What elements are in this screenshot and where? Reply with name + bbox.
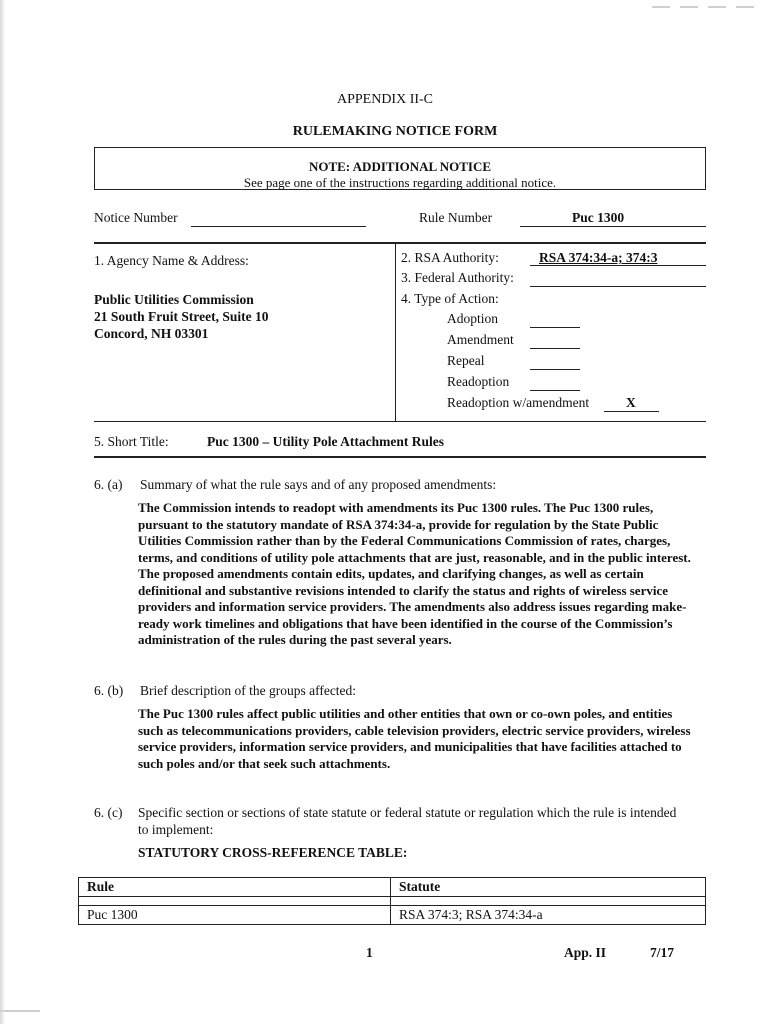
scan-edge [0, 0, 4, 1024]
footer-date: 7/17 [650, 945, 675, 960]
section-6b-answer: The Puc 1300 rules affect public utilities and other entities that own or co-own poles, and entities such as telecommunications providers, cable television providers, electric service providers, wireless service providers, information service providers, and municipalities that have facilities attached to such poles and/or that seek such attachments. [138, 706, 691, 771]
section-6a-question: Summary of what the rule says and of any proposed amendments: [140, 477, 497, 492]
note-text: See page one of the instructions regarding additional notice. [243, 175, 557, 190]
rule-number-value: Puc 1300 [572, 210, 625, 225]
table-cell-rule[interactable]: Puc 1300 [79, 906, 391, 925]
table-header-row [79, 878, 706, 897]
action-readoption-amendment-label: Readoption w/amendment [447, 395, 590, 410]
scan-artifact [0, 1010, 40, 1012]
section-6c-number: 6. (c) [94, 805, 123, 820]
action-amendment-label: Amendment [447, 332, 514, 347]
additional-notice-box [94, 147, 706, 190]
short-title-label: 5. Short Title: [94, 434, 169, 449]
section-divider [94, 242, 706, 244]
action-adoption-field[interactable] [530, 327, 580, 328]
notice-number-field[interactable] [191, 226, 366, 227]
page-number: 1 [366, 945, 373, 960]
agency-city: Concord, NH 03301 [94, 326, 209, 341]
cross-reference-table [78, 877, 706, 925]
rsa-authority-label: 2. RSA Authority: [401, 250, 499, 265]
action-repeal-label: Repeal [447, 353, 485, 368]
section-6c-question-line2: to implement: [138, 822, 214, 837]
action-readoption-label: Readoption [447, 374, 510, 389]
action-amendment-field[interactable] [530, 348, 580, 349]
section-6c-question-line1: Specific section or sections of state statute or federal statute or regulation which the rule is intended [138, 805, 677, 820]
federal-authority-label: 3. Federal Authority: [401, 270, 514, 285]
agency-label: 1. Agency Name & Address: [94, 253, 249, 268]
type-of-action-label: 4. Type of Action: [401, 291, 499, 306]
action-readoption-amendment-mark: X [626, 395, 636, 410]
section-divider [94, 421, 706, 422]
rsa-authority-value: RSA 374:34-a; 374:3 [539, 250, 658, 265]
table-spacer-row [79, 897, 706, 906]
section-6b-question: Brief description of the groups affected: [140, 683, 357, 698]
notice-number-label: Notice Number [94, 210, 178, 225]
column-divider [395, 243, 396, 422]
section-6a-number: 6. (a) [94, 477, 123, 492]
agency-name: Public Utilities Commission [94, 292, 254, 307]
section-6a-answer: The Commission intends to readopt with amendments its Puc 1300 rules. The Puc 1300 rules, pursuant to the statutory mandate of RSA 374:34-a, provide for regulation by the State Public Utilities Commission rather than by the Federal Communications Commission of rates, charges, terms, and conditions of utility pole attachments that are just, reasonable, and in the public interest. The proposed amendments contain edits, updates, and clarifying changes, as well as certain definitional and substantive revisions intended to clarify the status and rights of wireless service providers and information service providers. The amendments also address issues regarding make-ready work timelines and obligations that have been identified in the course of the Commission’s administration of the rules during the past several years. [138, 500, 691, 647]
appendix-heading: APPENDIX II-C [336, 92, 434, 107]
federal-authority-field[interactable] [530, 286, 706, 287]
scan-artifact [652, 6, 762, 8]
section-6b-number: 6. (b) [94, 683, 124, 698]
action-readoption-amendment-field[interactable] [604, 411, 659, 412]
action-repeal-field[interactable] [530, 369, 580, 370]
table-row [79, 906, 706, 925]
action-adoption-label: Adoption [447, 311, 499, 326]
section-divider [94, 456, 706, 458]
note-title: NOTE: ADDITIONAL NOTICE [308, 159, 492, 174]
rule-number-label: Rule Number [419, 210, 493, 225]
action-readoption-field[interactable] [530, 390, 580, 391]
table-header-statute: Statute [391, 878, 706, 897]
table-cell-statute[interactable]: RSA 374:3; RSA 374:34-a [391, 906, 706, 925]
cross-reference-table-title: STATUTORY CROSS-REFERENCE TABLE: [138, 845, 408, 860]
short-title-value: Puc 1300 – Utility Pole Attachment Rules [207, 434, 444, 449]
rule-number-field[interactable] [520, 226, 706, 227]
footer-appendix-ref: App. II [564, 945, 607, 960]
form-title: RULEMAKING NOTICE FORM [292, 124, 498, 139]
table-header-rule: Rule [79, 878, 391, 897]
agency-street: 21 South Fruit Street, Suite 10 [94, 309, 269, 324]
